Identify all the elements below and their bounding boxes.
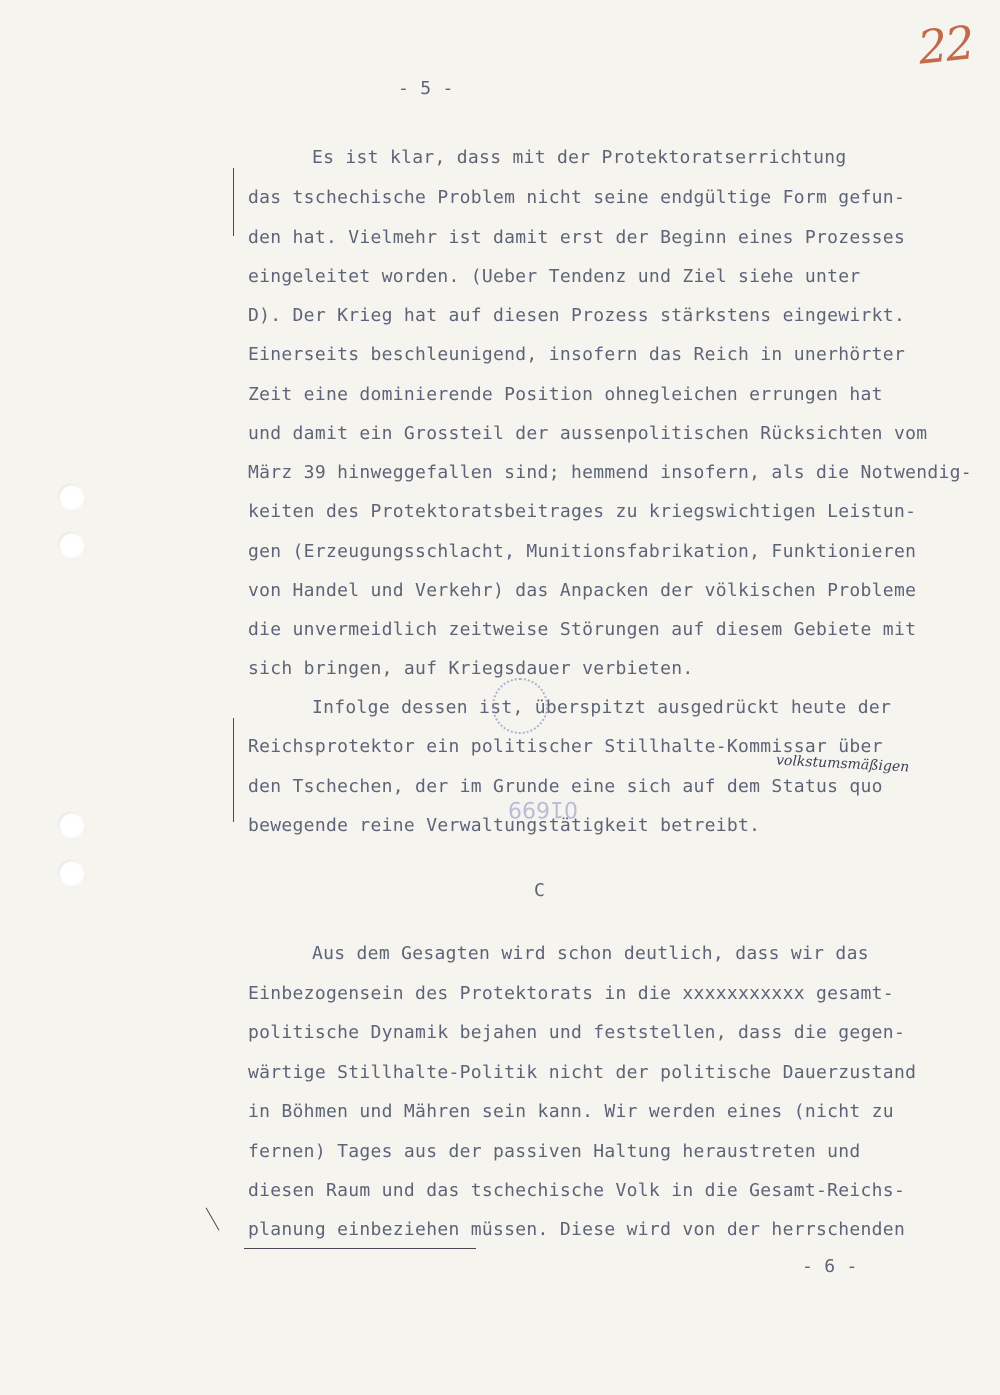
punch-hole <box>58 484 84 510</box>
text-line: Es ist klar, dass mit der Protektoratserrichtung <box>312 147 847 168</box>
pencil-underline <box>244 1248 476 1249</box>
text-line: Einbezogensein des Protektorats in die xxxxxxxxxxx gesamt- <box>248 983 894 1004</box>
text-line: die unvermeidlich zeitweise Störungen auf diesem Gebiete mit <box>248 619 917 640</box>
text-line: den hat. Vielmehr ist damit erst der Beginn eines Prozesses <box>248 227 906 248</box>
text-line: eingeleitet worden. (Ueber Tendenz und Ziel siehe unter <box>248 266 861 287</box>
text-line: März 39 hinweggefallen sind; hemmend insofern, als die Notwendig- <box>248 462 972 483</box>
text-line: wärtige Stillhalte-Politik nicht der politische Dauerzustand <box>248 1062 917 1083</box>
punch-hole <box>58 812 84 838</box>
folio-number: 22 <box>915 15 976 75</box>
punch-hole <box>58 860 84 886</box>
page-number-top: - 5 - <box>398 78 454 99</box>
punch-hole <box>58 532 84 558</box>
text-line: fernen) Tages aus der passiven Haltung heraustreten und <box>248 1141 861 1162</box>
text-line: von Handel und Verkehr) das Anpacken der völkischen Probleme <box>248 580 917 601</box>
text-line: politische Dynamik bejahen und feststellen, dass die gegen- <box>248 1022 906 1043</box>
text-line: Zeit eine dominierende Position ohnegleichen errungen hat <box>248 384 883 405</box>
text-line: planung einbeziehen müssen. Diese wird von der herrschenden <box>248 1219 906 1240</box>
margin-marking <box>206 1207 220 1230</box>
margin-marking <box>233 168 234 236</box>
text-line: Reichsprotektor ein politischer Stillhalte-Kommissar über <box>248 736 883 757</box>
text-line: das tschechische Problem nicht seine endgültige Form gefun- <box>248 187 906 208</box>
margin-marking <box>233 718 234 822</box>
section-heading: C <box>534 880 546 901</box>
text-line: sich bringen, auf Kriegsdauer verbieten. <box>248 658 694 679</box>
text-line: diesen Raum und das tschechische Volk in die Gesamt-Reichs- <box>248 1180 906 1201</box>
text-line: bewegende reine Verwaltungstätigkeit betreibt. <box>248 815 761 836</box>
text-line: D). Der Krieg hat auf diesen Prozess stärkstens eingewirkt. <box>248 305 906 326</box>
text-line: und damit ein Grossteil der aussenpolitischen Rücksichten vom <box>248 423 928 444</box>
text-line: Einerseits beschleunigend, insofern das Reich in unerhörter <box>248 344 906 365</box>
text-line: Aus dem Gesagten wird schon deutlich, dass wir das <box>312 943 869 964</box>
stamp-number: 01699 <box>508 796 578 821</box>
text-line: den Tschechen, der im Grunde eine sich auf dem Status quo <box>248 776 883 797</box>
text-line: keiten des Protektoratsbeitrages zu kriegswichtigen Leistun- <box>248 501 917 522</box>
page-number-bottom: - 6 - <box>802 1256 858 1277</box>
archive-stamp <box>492 678 548 734</box>
text-line: gen (Erzeugungsschlacht, Munitionsfabrikation, Funktionieren <box>248 541 917 562</box>
text-line: in Böhmen und Mähren sein kann. Wir werden eines (nicht zu <box>248 1101 894 1122</box>
handwritten-insertion: volkstumsmäßigen <box>775 752 910 776</box>
text-line: Infolge dessen ist, überspitzt ausgedrückt heute der <box>312 697 892 718</box>
